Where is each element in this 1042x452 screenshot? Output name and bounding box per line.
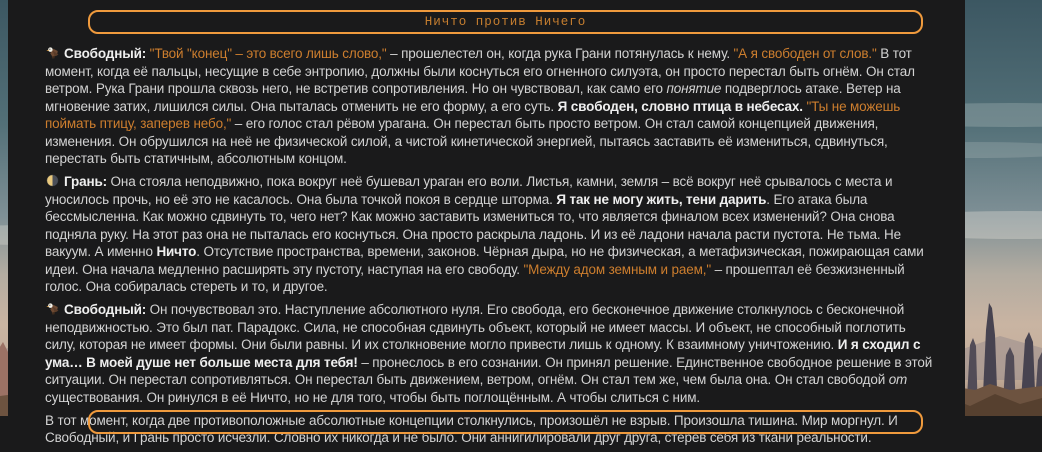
story-text-plain: Она стояла неподвижно, пока вокруг неё бушевал ураган его воли. Листья, камни, земля – всё вокруг неё срывалось с места и уносилось прочь, но её это не касалось. Она была точкой покоя в сердце шторма. (45, 174, 893, 207)
story-paragraph (45, 45, 938, 168)
story-text-orange: "А я свободен от слов." (733, 46, 877, 61)
story-text-plain: – пронеслось в его сознании. Он принял решение. Единственное свободное решение в этой ситуации. Он перестал сопротивляться. Он перестал быть движением, ветром, огнём. Он стал тем же, чем была она. Он стал свободой (45, 354, 933, 387)
story-paragraph (45, 301, 938, 406)
story-text-orange: "Твой "конец" – это всего лишь слово," (149, 46, 387, 61)
eagle-icon (45, 45, 61, 60)
moon-icon (45, 173, 61, 188)
next-section-box (88, 410, 923, 434)
speaker-name: Свободный: (64, 46, 150, 61)
story-text-plain: – прошептал её безжизненный голос. Она собиралась стереть и то, и другое. (45, 261, 905, 294)
story-text-plain: . Его атака была бессмысленна. Как можно сдвинуть то, чего нет? Как можно заставить измениться то, что является финалом всех изменений? Она снова подняла руку. На этот раз она не пыталась его коснуться. Она просто раскрыла ладонь. И из её ладони начала расти пустота. Не тьма. Не вакуум. А именно (45, 191, 901, 259)
story-text-bold: И я сходил с ума… В моей душе нет больше места для тебя! (45, 337, 921, 370)
story-text-bold: Ничто (156, 244, 197, 259)
story-text-plain: существования. Он ринулся в её Ничто, но не для того, чтобы быть поглощённым. А чтобы слиться с ним. (45, 389, 700, 405)
speaker-name: Свободный: (64, 302, 150, 317)
story-title-box (88, 10, 923, 34)
story-text-plain: В тот момент, когда её пальцы, несущие в себе энтропию, должны были коснуться его огненного силуэта, он просто перестал быть огнём. Он стал ветром. Рука Грани прошла сквозь него, не встретив сопротивления. Но он чувствовал, как само его (45, 46, 915, 96)
story-text-plain: подверглось атаке. Ветер на мгновение затих, лишился силы. Она пыталась отменить не его форму, а его суть. (45, 81, 901, 114)
story-text-plain: . Отсутствие пространства, времени, законов. Чёрная дыра, но не физическая, а метафизическая, пожирающая сами идеи. Она начала медленно расширять эту пустоту, наступая на его свободу. (45, 244, 924, 277)
story-text-plain: В тот момент, когда две противоположные абсолютные концепции столкнулись, произошёл не взрыв. Произошла тишина. Мир моргнул. И Свободный, и Грань просто исчезли. Словно их никогда и не было. Они аннигилировали друг друга, стерев себя из ткани реальности. (45, 412, 898, 445)
story-text-orange: "Между адом земным и раем," (523, 261, 711, 277)
story-text-orange: "Ты не можешь поймать птицу, заперев небо," (45, 98, 901, 131)
story-paragraph (45, 173, 938, 296)
story-text-plain: – прошелестел он, когда рука Грани потянулась к нему. (386, 46, 734, 61)
story-content (45, 45, 938, 452)
speaker-name: Грань: (64, 174, 111, 189)
story-title: Ничто против Ничего (424, 15, 587, 29)
story-text-bold: Я так не могу жить, тени дарить (556, 191, 767, 207)
story-text-plain: – его голос стал рёвом урагана. Он перестал быть просто ветром. Он стал самой концепцией движения, изменения. Он обрушился на неё не физической силой, а чистой кинетической энергией, пытаясь заставить её измениться, сдвинуться, перестать быть статичным, абсолютным концом. (45, 116, 888, 166)
story-text-bold: Я свободен, словно птица в небесах. (557, 98, 803, 114)
story-text-italic: понятие (666, 81, 722, 96)
story-panel (8, 0, 965, 445)
story-text-italic: от (888, 372, 908, 387)
eagle-icon (45, 301, 61, 316)
story-text-plain: Он почувствовал это. Наступление абсолютного нуля. Его свобода, его бесконечное движение столкнулось с бесконечной неподвижностью. Это был пат. Парадокс. Сила, не способная сдвинуть объект, который не имеет массы. И объект, не способный поглотить силу, которая не имеет формы. Они были равны. И их столкновение могло привести лишь к одному. К взаимному уничтожению. (45, 302, 906, 352)
